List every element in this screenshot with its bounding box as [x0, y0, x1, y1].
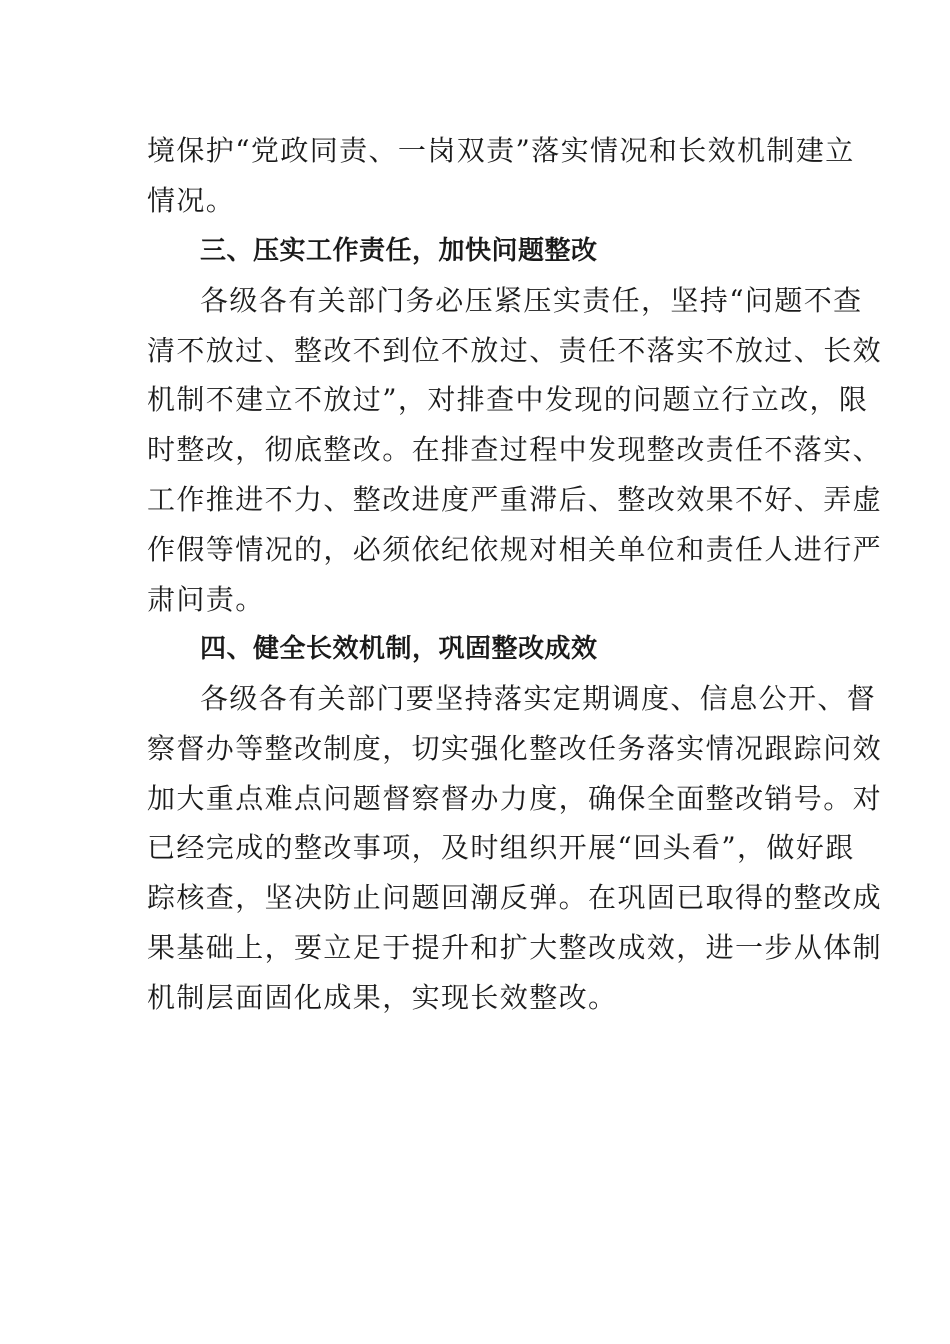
paragraph-line: 作假等情况的，必须依纪依规对相关单位和责任人进行严 — [147, 533, 883, 566]
paragraph-line: 各级各有关部门要坚持落实定期调度、信息公开、督 — [200, 682, 877, 715]
paragraph-line: 踪核查，坚决防止问题回潮反弹。在巩固已取得的整改成 — [147, 881, 883, 914]
section-heading: 四、健全长效机制，巩固整改成效 — [200, 634, 598, 664]
paragraph-line: 察督办等整改制度，切实强化整改任务落实情况跟踪问效 — [147, 732, 883, 765]
paragraph-line: 机制层面固化成果，实现长效整改。 — [147, 981, 618, 1014]
paragraph-line: 时整改，彻底整改。在排查过程中发现整改责任不落实、 — [147, 433, 883, 466]
paragraph-line: 各级各有关部门务必压紧压实责任，坚持“问题不查 — [200, 284, 863, 317]
paragraph-line: 加大重点难点问题督察督办力度，确保全面整改销号。对 — [147, 782, 883, 815]
paragraph-line: 境保护“党政同责、一岗双责”落实情况和长效机制建立 — [147, 134, 855, 167]
paragraph-line: 情况。 — [147, 184, 236, 217]
paragraph-line: 已经完成的整改事项，及时组织开展“回头看”，做好跟 — [147, 831, 855, 864]
section-heading: 三、压实工作责任，加快问题整改 — [200, 236, 598, 266]
paragraph-line: 肃问责。 — [147, 583, 265, 616]
paragraph-line: 清不放过、整改不到位不放过、责任不落实不放过、长效 — [147, 334, 883, 367]
paragraph-line: 果基础上，要立足于提升和扩大整改成效，进一步从体制 — [147, 931, 883, 964]
paragraph-line: 工作推进不力、整改进度严重滞后、整改效果不好、弄虚 — [147, 483, 883, 516]
paragraph-line: 机制不建立不放过”，对排查中发现的问题立行立改，限 — [147, 383, 869, 416]
